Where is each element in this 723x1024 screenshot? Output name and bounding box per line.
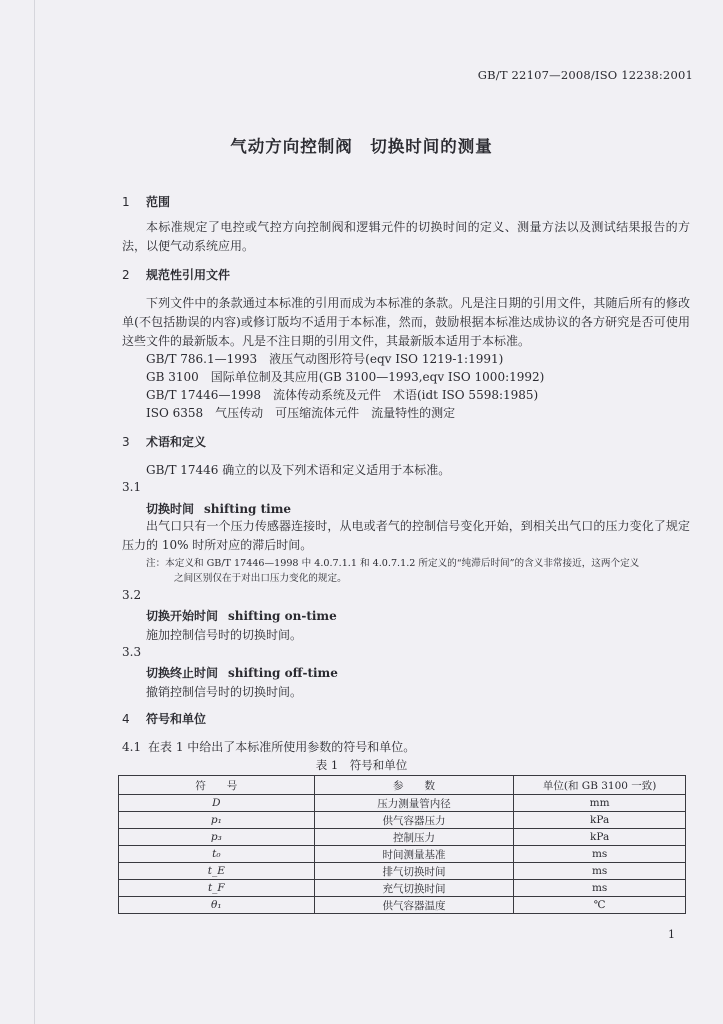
section-3-heading: 3 术语和定义 [122, 435, 207, 449]
table-row [119, 880, 686, 897]
symbol-cell: t_E [119, 863, 315, 880]
section-4-heading: 4 符号和单位 [122, 712, 207, 726]
terms-intro: GB/T 17446 确立的以及下列术语和定义适用于本标准。 [146, 463, 451, 477]
parameter-cell: 时间测量基准 [314, 846, 514, 863]
parameter-cell: 供气容器温度 [314, 897, 514, 914]
normative-paragraph: 下列文件中的条款通过本标准的引用而成为本标准的条款。凡是注日期的引用文件，其随后所有的修改单(不包括勘误的内容)或修订版均不适用于本标准，然而，鼓励根据本标准达成协议的各方研究是否可使用这些文件的最新版本。凡是不注日期的引用文件，其最新版本适用于本标准。 [122, 296, 690, 348]
table-header-row [119, 776, 686, 795]
table-row [119, 795, 686, 812]
page-title: 气动方向控制阀 切换时间的测量 [230, 137, 493, 156]
standard-number: GB/T 22107—2008/ISO 12238:2001 [477, 68, 693, 82]
term-heading: 切换时间 shifting time [146, 502, 292, 516]
clause-4-1: 4.1 在表 1 中给出了本标准所使用参数的符号和单位。 [122, 740, 416, 754]
section-1-heading: 1 范围 [122, 195, 171, 209]
table-row [119, 897, 686, 914]
symbol-cell: t₀ [119, 846, 315, 863]
unit-cell: kPa [514, 812, 686, 829]
unit-cell: ms [514, 846, 686, 863]
table-row [119, 829, 686, 846]
column-header: 单位(和 GB 3100 一致) [514, 776, 686, 795]
term-heading: 切换开始时间 shifting on-time [146, 609, 337, 623]
term-definition: 撤销控制信号时的切换时间。 [146, 685, 303, 699]
parameter-cell: 控制压力 [314, 829, 514, 846]
symbol-cell: p₁ [119, 812, 315, 829]
symbol-cell: θ₁ [119, 897, 315, 914]
unit-cell: ms [514, 863, 686, 880]
column-header: 符 号 [119, 776, 315, 795]
unit-cell: ℃ [514, 897, 686, 914]
reference-item: ISO 6358 气压传动 可压缩流体元件 流量特性的测定 [146, 406, 456, 420]
table-row [119, 846, 686, 863]
reference-item: GB 3100 国际单位制及其应用(GB 3100—1993,eqv ISO 1000:1992) [146, 370, 545, 384]
term-definition: 施加控制信号时的切换时间。 [146, 628, 303, 642]
symbol-cell: D [119, 795, 315, 812]
table-caption: 表 1 符号和单位 [315, 758, 408, 772]
reference-item: GB/T 786.1—1993 液压气动图形符号(eqv ISO 1219-1:1991) [146, 352, 504, 366]
unit-cell: kPa [514, 829, 686, 846]
unit-cell: mm [514, 795, 686, 812]
scope-paragraph: 本标准规定了电控或气控方向控制阀和逻辑元件的切换时间的定义、测量方法以及测试结果报告的方法，以便气动系统应用。 [122, 220, 690, 253]
term-definition: 出气口只有一个压力传感器连接时，从电或者气的控制信号变化开始，到相关出气口的压力变化了规定压力的 10% 时所对应的滞后时间。 [122, 519, 690, 552]
unit-cell: ms [514, 880, 686, 897]
symbol-cell: t_F [119, 880, 315, 897]
table-row [119, 812, 686, 829]
table-row [119, 863, 686, 880]
clause-number: 3.1 [122, 480, 142, 494]
parameter-cell: 充气切换时间 [314, 880, 514, 897]
clause-number: 3.3 [122, 645, 142, 659]
parameter-cell: 压力测量管内径 [314, 795, 514, 812]
term-heading: 切换终止时间 shifting off-time [146, 666, 338, 680]
parameter-cell: 供气容器压力 [314, 812, 514, 829]
symbols-table [118, 775, 686, 914]
column-header: 参 数 [314, 776, 514, 795]
term-note: 注：本定义和 GB/T 17446—1998 中 4.0.7.1.1 和 4.0.7.1.2 所定义的“纯滞后时间”的含义非常接近，这两个定义 之间区别仅在于对出口压力变化的规定。 [146, 558, 640, 584]
reference-item: GB/T 17446—1998 流体传动系统及元件 术语(idt ISO 5598:1985) [146, 388, 539, 402]
symbol-cell: p₃ [119, 829, 315, 846]
page-number: 1 [668, 928, 675, 941]
section-2-heading: 2 规范性引用文件 [122, 268, 231, 282]
parameter-cell: 排气切换时间 [314, 863, 514, 880]
clause-number: 3.2 [122, 588, 142, 602]
